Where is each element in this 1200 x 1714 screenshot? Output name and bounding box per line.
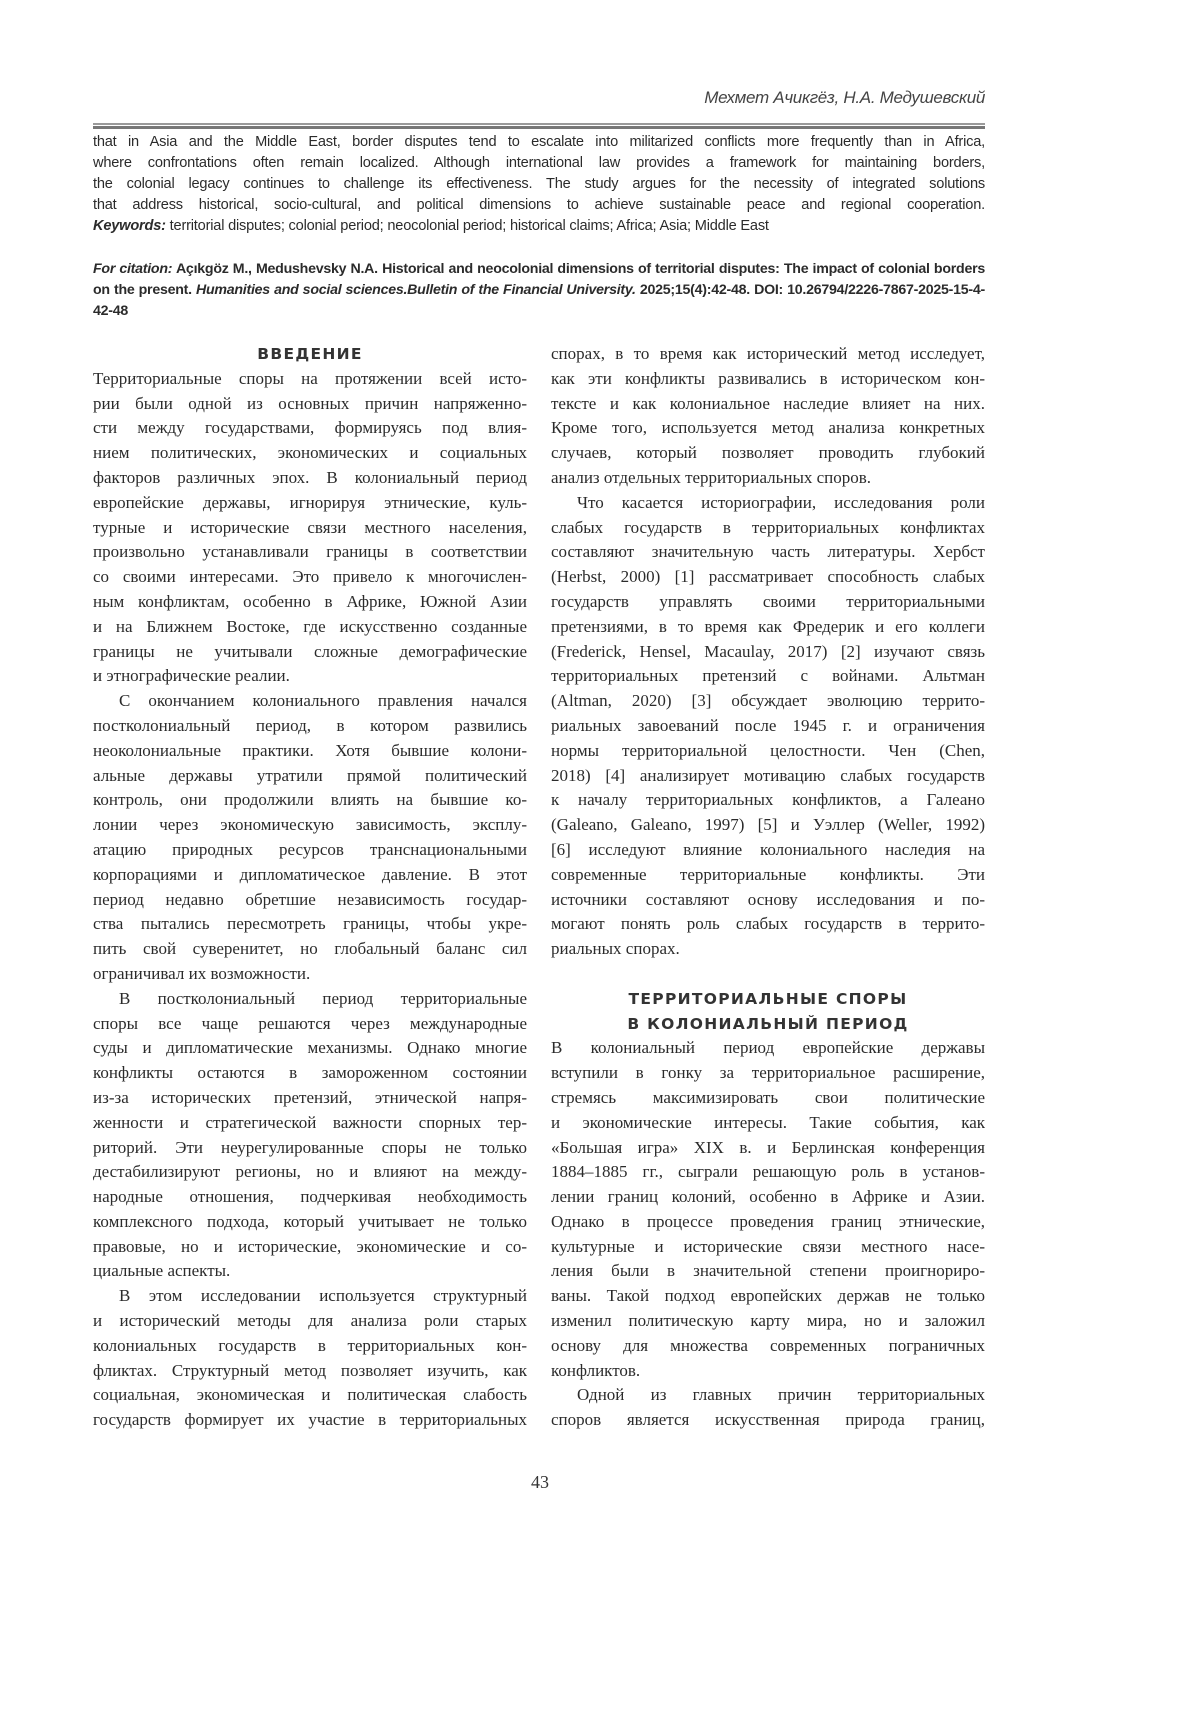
paragraph-line: нормы территориальной целостности. Чен (Chen, (551, 739, 985, 764)
paragraph-line: атацию природных ресурсов транснациональными (93, 838, 527, 863)
right-column (551, 342, 985, 1433)
paragraph-line: риторий. Эти неурегулированные споры не только (93, 1136, 527, 1161)
paragraph-line: женности и стратегической важности спорных тер- (93, 1111, 527, 1136)
paragraph-line: тексте и как колониальное наследие влияет на них. (551, 392, 985, 417)
paragraph-line: культурные и исторические связи местного насе- (551, 1235, 985, 1260)
paragraph-line: произвольно устанавливали границы в соответствии (93, 540, 527, 565)
paragraph-line: комплексного подхода, который учитывает не только (93, 1210, 527, 1235)
paragraph-line: источники составляют основу исследования и по- (551, 888, 985, 913)
paragraph-line: лении границ колоний, особенно в Африке и Азии. (551, 1185, 985, 1210)
page-number: 43 (0, 1472, 1080, 1493)
paragraph-line: слабых государств в территориальных конфликтах (551, 516, 985, 541)
citation-details: 2025;15(4):42-48. DOI: 10.26794/2226-7867-2025-15-4-42-48 (93, 282, 985, 319)
paragraph-line: территориальных претензий с войнами. Альтман (551, 664, 985, 689)
paragraph-line: правовые, но и исторические, экономические и со- (93, 1235, 527, 1260)
paragraph-line: составляют значительную часть литературы. Хербст (551, 540, 985, 565)
paragraph-line: (Frederick, Hensel, Macaulay, 2017) [2] изучают связь (551, 640, 985, 665)
keywords (93, 216, 985, 237)
paragraph (93, 1284, 527, 1433)
paragraph-line: пить свой суверенитет, но глобальный баланс сил (93, 937, 527, 962)
paragraph-line: 2018) [4] анализирует мотивацию слабых государств (551, 764, 985, 789)
paragraph-line: В этом исследовании используется структурный (93, 1284, 527, 1309)
paragraph-line: «Большая игра» XIX в. и Берлинская конференция (551, 1136, 985, 1161)
paragraph-line: лонии через экономическую зависимость, эксплу- (93, 813, 527, 838)
paragraph-line: и исторический методы для анализа роли старых (93, 1309, 527, 1334)
abstract-line: that address historical, socio-cultural, and political dimensions to achieve sustainable peace and regional cooperation. (93, 195, 985, 216)
paragraph-line: неоколониальные практики. Хотя бывшие колони- (93, 739, 527, 764)
paragraph-line: спорах, в то время как исторический метод исследует, (551, 342, 985, 367)
citation (93, 259, 985, 322)
paragraph-line: основу для множества современных пограничных (551, 1334, 985, 1359)
paragraph-line: и этнографические реалии. (93, 664, 527, 689)
paragraph-line: [6] исследуют влияние колониального наследия на (551, 838, 985, 863)
paragraph-line: конфликты остаются в замороженном состоянии (93, 1061, 527, 1086)
abstract-line: where confrontations often remain localized. Although international law provides a framework for maintaining borders, (93, 153, 985, 174)
paragraph-line: социальная, экономическая и политическая слабость (93, 1383, 527, 1408)
paragraph-line: корпорациями и дипломатическое давление. В этот (93, 863, 527, 888)
paragraph-line: С окончанием колониального правления начался (93, 689, 527, 714)
paragraph-line: (Herbst, 2000) [1] рассматривает способность слабых (551, 565, 985, 590)
paragraph-line: В колониальный период европейские державы (551, 1036, 985, 1061)
paragraph-line: (Galeano, Galeano, 1997) [5] и Уэллер (Weller, 1992) (551, 813, 985, 838)
paragraph-line: изменил политическую карту мира, но и заложил (551, 1309, 985, 1334)
paragraph-line: период недавно обретшие независимость государ- (93, 888, 527, 913)
citation-journal: Humanities and social sciences.Bulletin of the Financial University. (196, 282, 636, 298)
paragraph-line: дестабилизируют регионы, но и влияют на между- (93, 1160, 527, 1185)
paragraph-line: к началу территориальных конфликтов, а Галеано (551, 788, 985, 813)
paragraph-line: из-за исторических претензий, этнической напря- (93, 1086, 527, 1111)
paragraph-line: и экономические интересы. Такие события, как (551, 1111, 985, 1136)
paragraph-line: постколониальный период, в котором развились (93, 714, 527, 739)
paragraph-line: риальных спорах. (551, 937, 985, 962)
abstract (93, 132, 985, 237)
paragraph (551, 491, 985, 962)
header-rule (93, 123, 985, 129)
paragraph (551, 342, 985, 491)
paragraph-line: стремясь максимизировать свои политические (551, 1086, 985, 1111)
paragraph-line: фликтах. Структурный метод позволяет изучить, как (93, 1359, 527, 1384)
paragraph-line: вступили в гонку за территориальное расширение, (551, 1061, 985, 1086)
paragraph-line: нием политических, экономических и социальных (93, 441, 527, 466)
paragraph (551, 1383, 985, 1433)
citation-label: For citation: (93, 261, 172, 277)
paragraph (551, 1036, 985, 1383)
keywords-text: territorial disputes; colonial period; neocolonial period; historical claims; Africa; Asia; Middle East (166, 218, 769, 234)
paragraph-line: Одной из главных причин территориальных (551, 1383, 985, 1408)
paragraph-line: риальных завоеваний после 1945 г. и ограничения (551, 714, 985, 739)
paragraph-line: (Altman, 2020) [3] обсуждает эволюцию террито- (551, 689, 985, 714)
paragraph-line: и на Ближнем Востоке, где искусственно созданные (93, 615, 527, 640)
paragraph (93, 689, 527, 987)
section-heading: В КОЛОНИАЛЬНЫЙ ПЕРИОД (551, 1012, 985, 1037)
paragraph-line: сти между государствами, формируясь под влия- (93, 416, 527, 441)
paragraph-line: ным конфликтам, особенно в Африке, Южной Азии (93, 590, 527, 615)
paragraph-line: ограничивал их возможности. (93, 962, 527, 987)
paragraph-line: Однако в процессе проведения границ этнические, (551, 1210, 985, 1235)
paragraph-line: народные отношения, подчеркивая необходимость (93, 1185, 527, 1210)
left-column (93, 342, 527, 1433)
paragraph-line: государств формирует их участие в территориальных (93, 1408, 527, 1433)
paragraph-line: 1884–1885 гг., сыграли решающую роль в установ- (551, 1160, 985, 1185)
paragraph-line: конфликтов. (551, 1359, 985, 1384)
paragraph-line: рии были одной из основных причин напряженно- (93, 392, 527, 417)
paragraph-line: Что касается историографии, исследования роли (551, 491, 985, 516)
paragraph-line: факторов различных эпох. В колониальный период (93, 466, 527, 491)
paragraph-line: Территориальные споры на протяжении всей исто- (93, 367, 527, 392)
paragraph (93, 367, 527, 689)
paragraph-line: государств управлять своими территориальными (551, 590, 985, 615)
paragraph-line: турные и исторические связи местного населения, (93, 516, 527, 541)
paragraph-line: со своими интересами. Это привело к многочислен- (93, 565, 527, 590)
paragraph-line: анализ отдельных территориальных споров. (551, 466, 985, 491)
paragraph (93, 987, 527, 1285)
running-head-authors: Мехмет Ачикгёз, Н.А. Медушевский (704, 88, 985, 108)
abstract-line: that in Asia and the Middle East, border disputes tend to escalate into militarized conflicts more frequently than in Africa, (93, 132, 985, 153)
section-heading: ТЕРРИТОРИАЛЬНЫЕ СПОРЫ (551, 987, 985, 1012)
paragraph-line: Кроме того, используется метод анализа конкретных (551, 416, 985, 441)
spacer (551, 962, 985, 987)
section-heading: ВВЕДЕНИЕ (93, 342, 527, 367)
paragraph-line: циальные аспекты. (93, 1259, 527, 1284)
paragraph-line: суды и дипломатические механизмы. Однако многие (93, 1036, 527, 1061)
keywords-label: Keywords: (93, 218, 166, 234)
paragraph-line: могают понять роль слабых государств в террито- (551, 912, 985, 937)
paragraph-line: альные державы утратили прямой политический (93, 764, 527, 789)
citation-authors-title: Açıkgöz M., Medushevsky N.A. Historical and neocolonial dimensions of territorial disputes: The impact of colonial borders on the present. (93, 261, 985, 298)
paragraph-line: европейские державы, игнорируя этнические, куль- (93, 491, 527, 516)
paragraph-line: колониальных государств в территориальных кон- (93, 1334, 527, 1359)
paragraph-line: случаев, который позволяет проводить глубокий (551, 441, 985, 466)
paragraph-line: ления были в значительной степени проигнориро- (551, 1259, 985, 1284)
paragraph-line: границы не учитывали сложные демографические (93, 640, 527, 665)
paragraph-line: как эти конфликты развивались в историческом кон- (551, 367, 985, 392)
paragraph-line: ваны. Такой подход европейских держав не только (551, 1284, 985, 1309)
paragraph-line: ства пытались пересмотреть границы, чтобы укре- (93, 912, 527, 937)
paragraph-line: претензиями, в то время как Фредерик и его коллеги (551, 615, 985, 640)
paragraph-line: современные территориальные конфликты. Эти (551, 863, 985, 888)
paragraph-line: В постколониальный период территориальные (93, 987, 527, 1012)
abstract-line: the colonial legacy continues to challenge its effectiveness. The study argues for the necessity of integrated solutions (93, 174, 985, 195)
paragraph-line: споров является искусственная природа границ, (551, 1408, 985, 1433)
paragraph-line: контроль, они продолжили влиять на бывшие ко- (93, 788, 527, 813)
paragraph-line: споры все чаще решаются через международные (93, 1012, 527, 1037)
